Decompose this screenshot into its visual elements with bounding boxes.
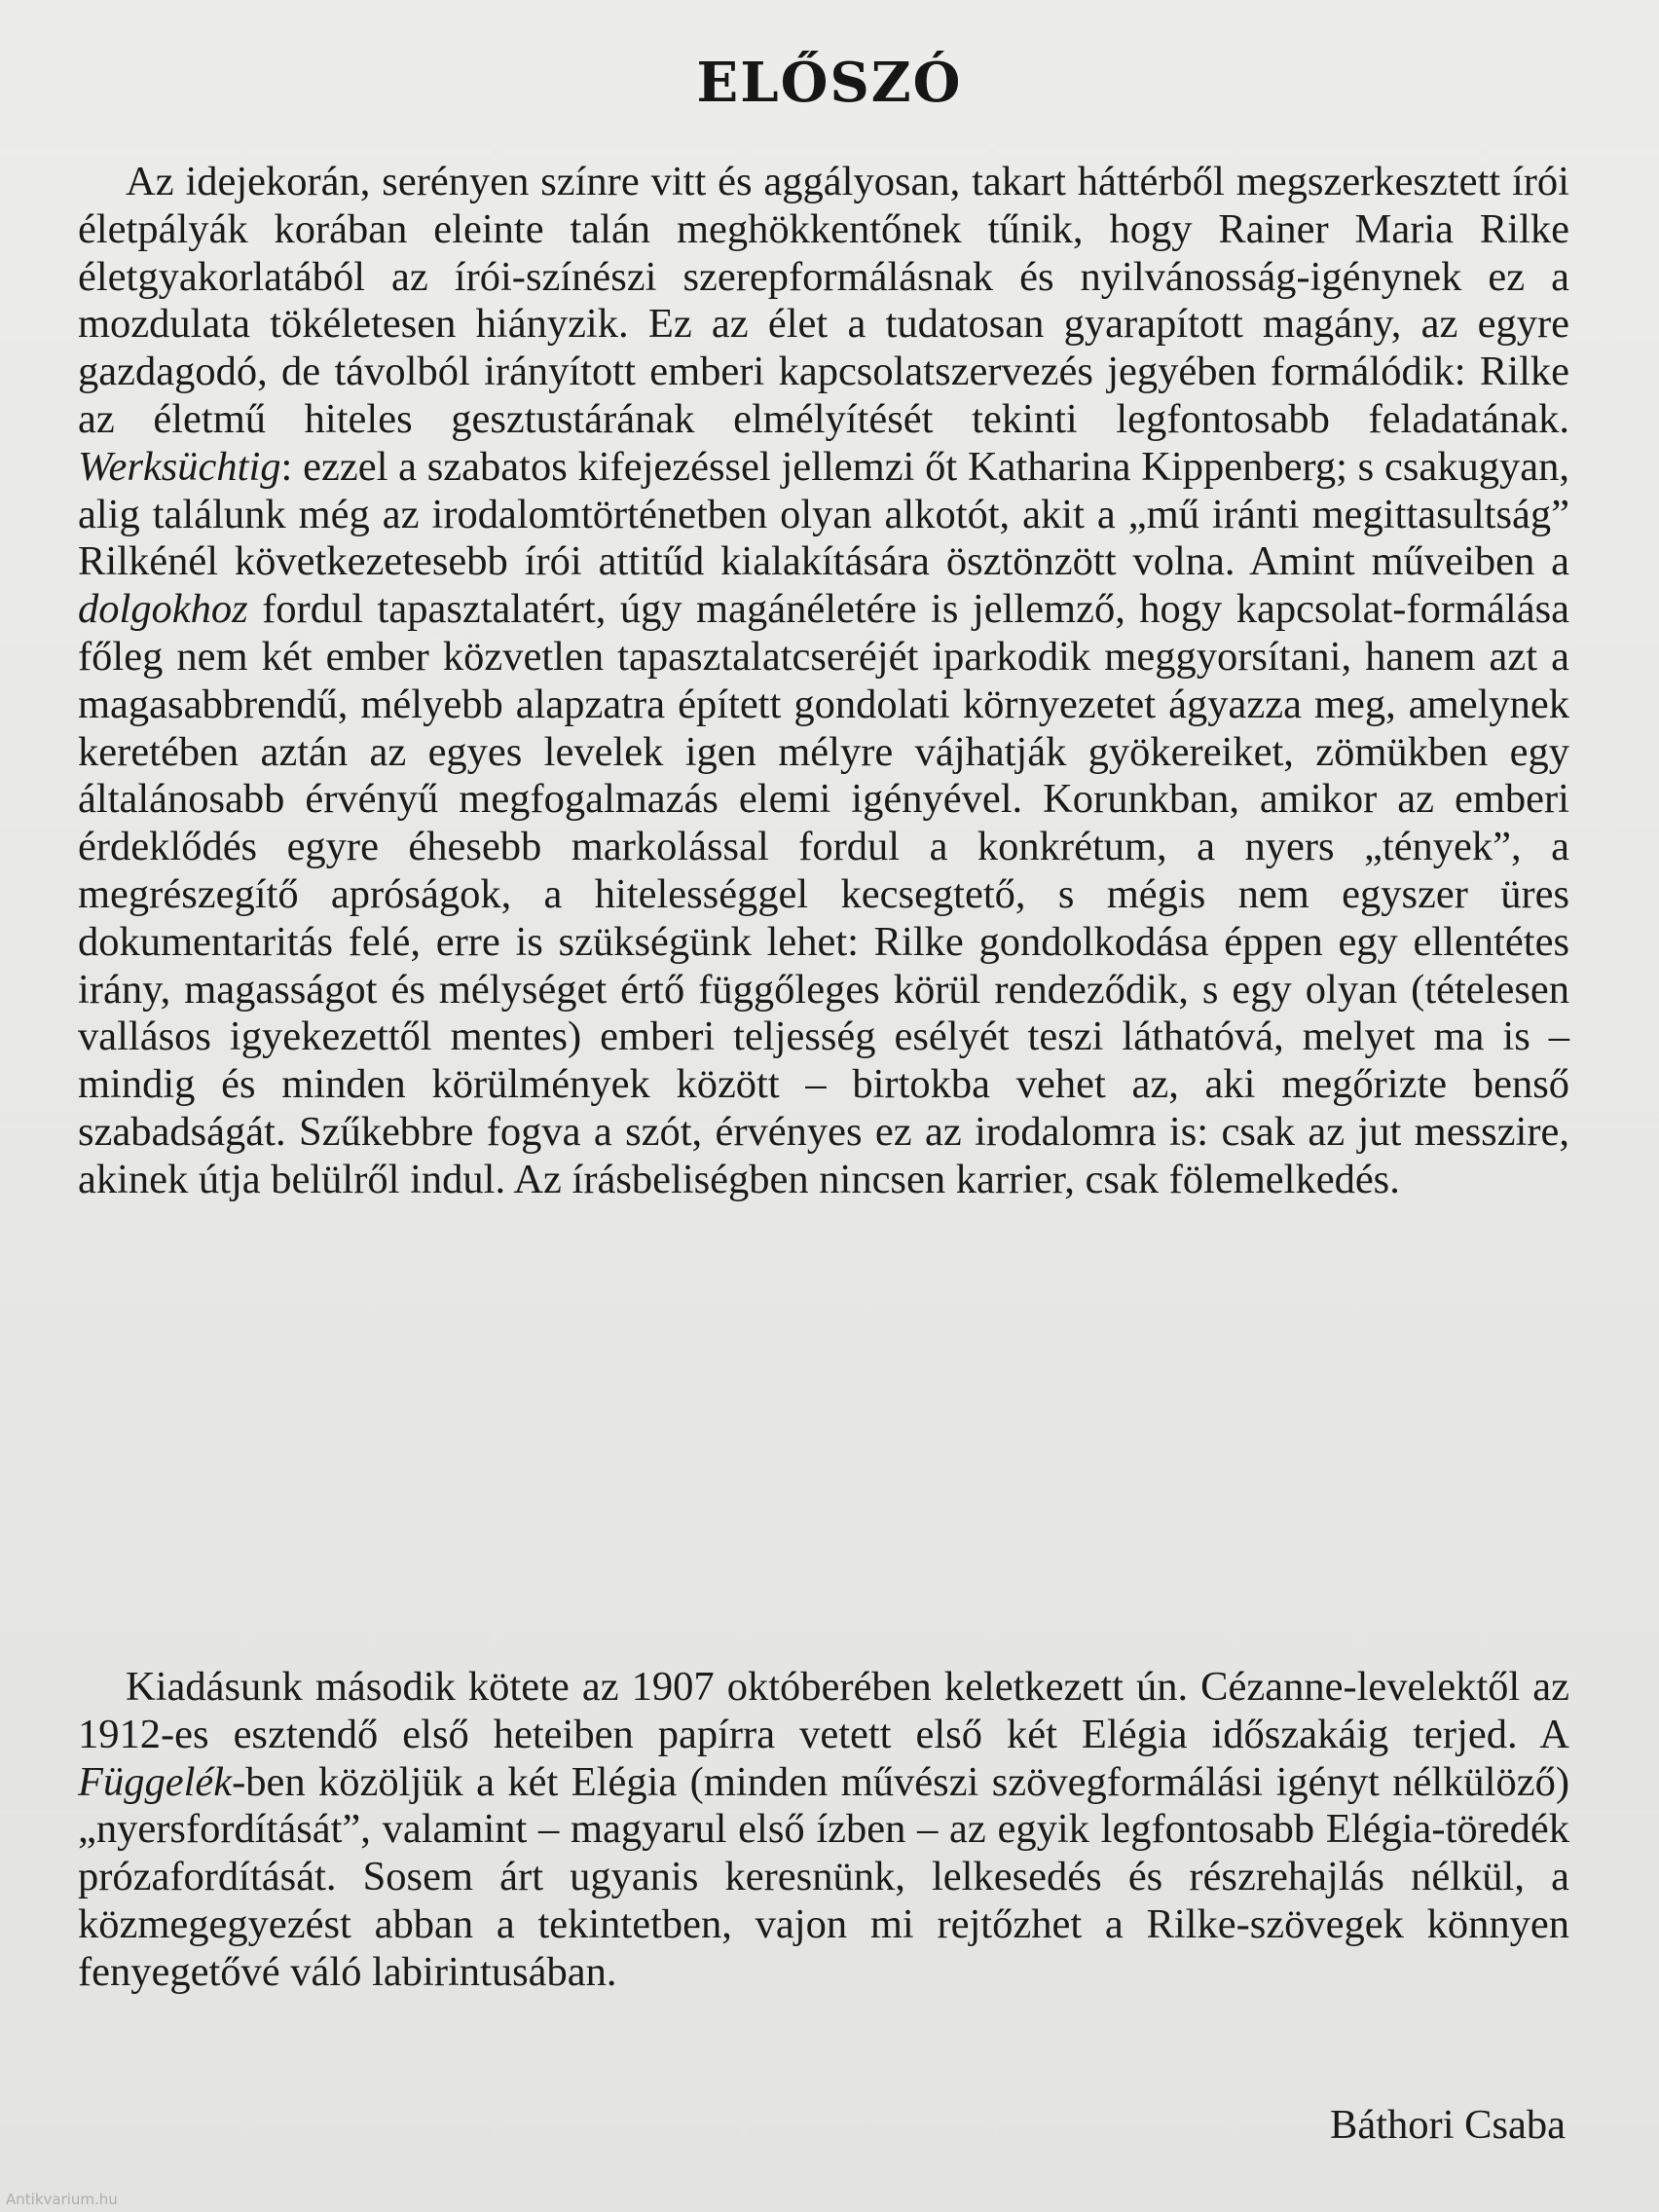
- p1-italic-werksuchtig: Werksüchtig: [78, 443, 281, 490]
- p2-segment: -ben közöljük a két Elégia (minden művészi szövegformálási igényt nélkülöző) „nyersfordítását”, valamint – magyarul első ízben – az egyik legfontosabb Elégia-töredék prózafordítását. Sosem árt ugyanis keresnünk, lelkesedés és részrehajlás nélkül, a közmegegyezést abban a tekintetben, vajon mi rejtőzhet a Rilke-szövegek könnyen fenyegetővé váló labirintusában.: [78, 1758, 1569, 1995]
- p1-segment: fordul tapasztalatért, úgy magánéletére is jellemző, hogy kapcsolat-formálása főleg nem két ember közvetlen tapasztalatcseréjét iparkodik meggyorsítani, hanem azt a magasabbrendű, mélyebb alapzatra épített gondolati környezetet ágyazza meg, amelynek keretében aztán az egyes levelek igen mélyre vájhatják gyökereiket, zömükben egy általánosabb érvényű megfogalmazás elemi igényével. Korunkban, amikor az emberi érdeklődés egyre éhesebb markolással fordul a konkrétum, a nyers „tények”, a megrészegítő apróságok, a hitelességgel kecsegtető, s mégis nem egyszer üres dokumentaritás felé, erre is szükségünk lehet: Rilke gondolkodása éppen egy ellentétes irány, magasságot és mélységet értő függőleges körül rendeződik, s egy olyan (tételesen vallásos igyekezettől mentes) emberi teljesség esélyét teszi láthatóvá, melyet ma is – mindig és minden körülmények között – birtokba vehet az, aki megőrizte benső szabadságát. Szűkebbre fogva a szót, érvényes ez az irodalomra is: csak az jut messzire, akinek útja belülről indul. Az írásbeliségben nincsen karrier, csak fölemelkedés.: [78, 586, 1569, 1202]
- p2-italic-fuggelek: Függelék: [78, 1758, 233, 1805]
- page-title: ELŐSZÓ: [696, 51, 963, 115]
- p2-segment: Kiadásunk második kötete az 1907 októberében keletkezett ún. Cézanne-levelektől az 1912-es esztendő első heteiben papírra vetett első két Elégia időszakáig terjed. A: [78, 1664, 1569, 1757]
- author-signature: Báthori Csaba: [1330, 2102, 1566, 2148]
- p1-italic-dolgokhoz: dolgokhoz: [78, 586, 248, 633]
- paragraph-1: [78, 159, 1569, 1204]
- p1-segment: : ezzel a szabatos kifejezéssel jellemzi őt Katharina Kippenberg; s csakugyan, alig találunk még az irodalomtörténetben olyan alkotót, akit a „mű iránti megittasultság” Rilkénél következetesebb írói attitűd kialakítására ösztönzött volna. Amint műveiben a: [78, 443, 1569, 585]
- watermark: Antikvarium.hu: [6, 2191, 118, 2208]
- paragraph-2: [78, 1664, 1569, 1997]
- p1-segment: Az idejekorán, serényen színre vitt és aggályosan, takart háttérből megszerkesztett írói életpályák korában eleinte talán meghökkentőnek tűnik, hogy Rainer Maria Rilke életgyakorlatából az írói-színészi szerepformálásnak és nyilvánosság-igénynek ez a mozdulata tökéletesen hiányzik. Ez az élet a tudatosan gyarapított magány, az egyre gazdagodó, de távolból irányított emberi kapcsolatszervezés jegyében formálódik: Rilke az életmű hiteles gesztustárának elmélyítését tekinti legfontosabb feladatának.: [78, 159, 1569, 442]
